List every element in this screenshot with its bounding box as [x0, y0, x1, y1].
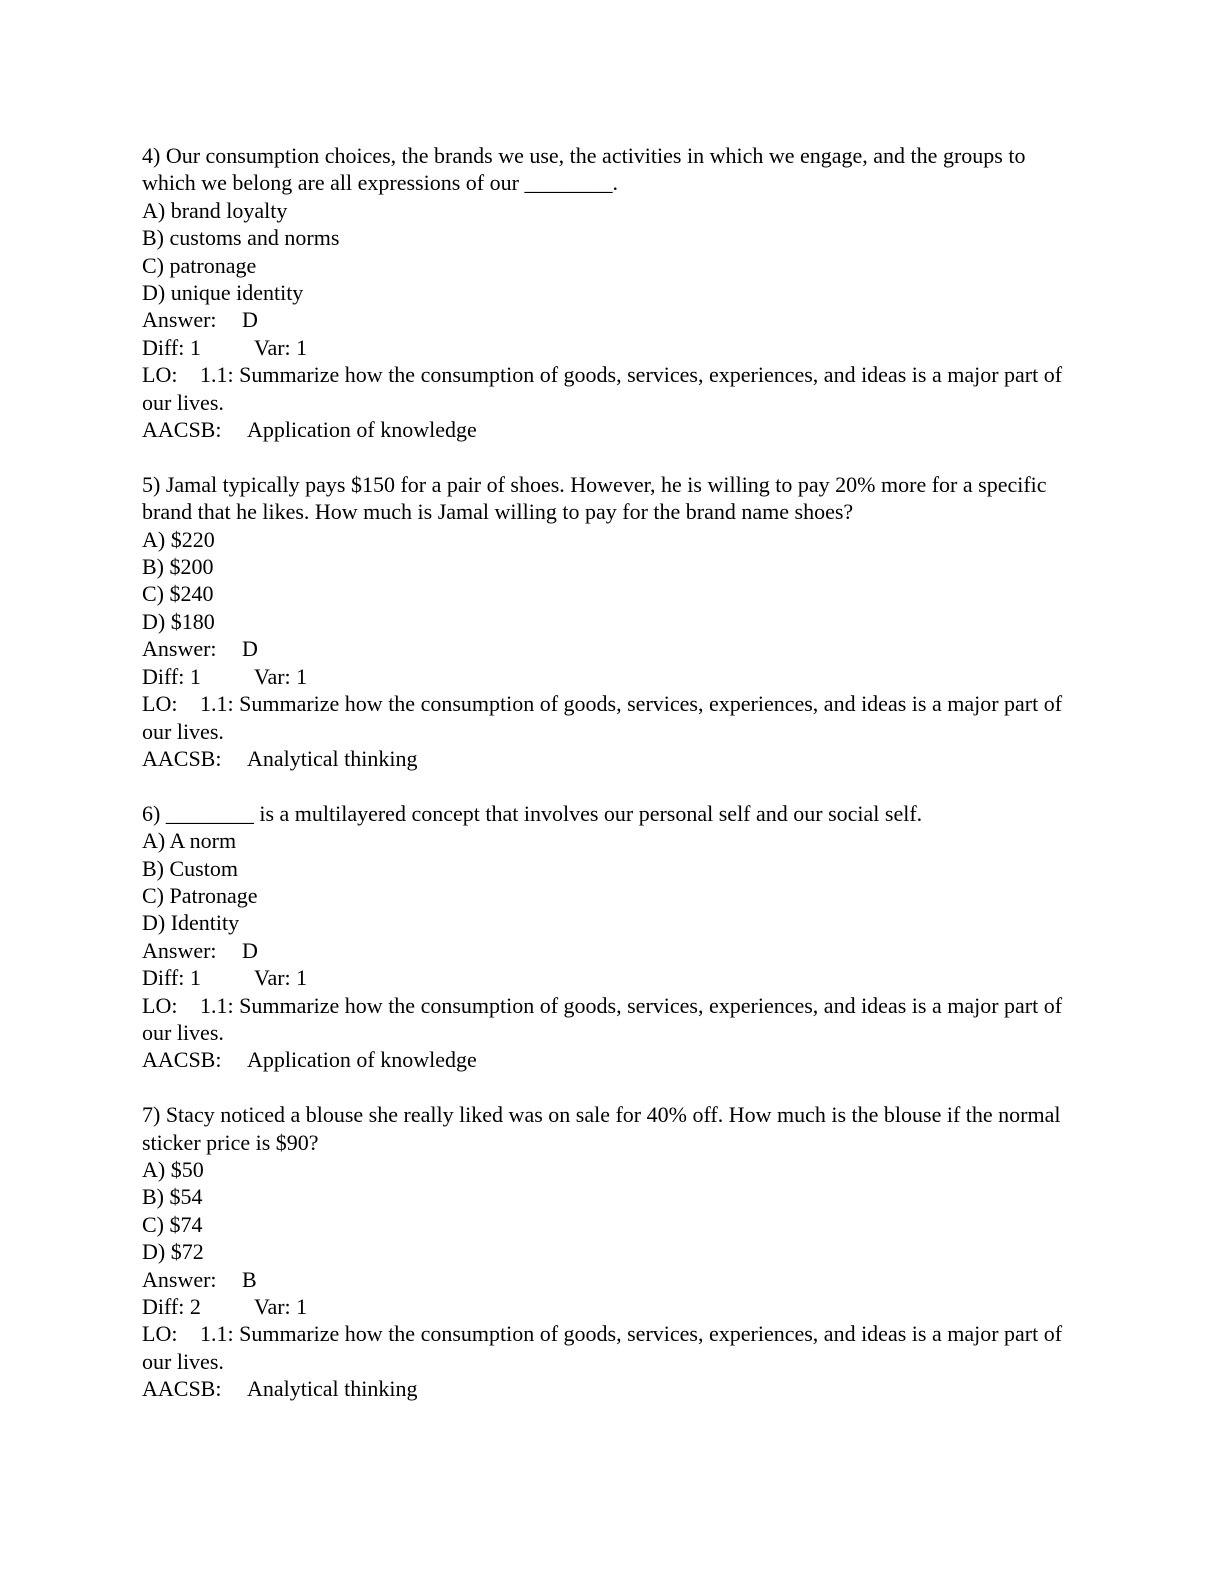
answer-label: Answer:: [142, 307, 217, 333]
lo-label: LO:: [142, 1321, 178, 1347]
option-c: C) Patronage: [142, 882, 258, 908]
question-block: [142, 142, 1082, 443]
aacsb-row: [142, 1375, 1082, 1402]
lo-label: LO:: [142, 992, 178, 1018]
variant-value: Var: 1: [254, 334, 308, 360]
aacsb-value: Analytical thinking: [247, 745, 418, 771]
lo-text: 1.1: Summarize how the consumption of goods, services, experiences, and ideas is a major part of our lives.: [142, 691, 1068, 744]
difficulty-row: [142, 964, 1082, 991]
aacsb-label: AACSB:: [142, 745, 222, 771]
answer-label: Answer:: [142, 636, 217, 662]
answer-row: [142, 635, 1082, 662]
difficulty-row: [142, 663, 1082, 690]
option-a: A) brand loyalty: [142, 197, 288, 223]
variant-value: Var: 1: [254, 965, 308, 991]
learning-objective-row: [142, 361, 1082, 416]
lo-text: 1.1: Summarize how the consumption of goods, services, experiences, and ideas is a major part of our lives.: [142, 362, 1068, 415]
aacsb-label: AACSB:: [142, 1047, 222, 1073]
answer-label: Answer:: [142, 937, 217, 963]
aacsb-value: Application of knowledge: [247, 1047, 477, 1073]
difficulty-value: Diff: 1: [142, 334, 201, 360]
option-d: D) unique identity: [142, 280, 304, 306]
answer-value: D: [242, 307, 258, 333]
question-stem: 6) ________ is a multilayered concept that involves our personal self and our social self.: [142, 800, 923, 826]
question-block: [142, 471, 1082, 772]
option-b: B) Custom: [142, 855, 238, 881]
option-a: A) $220: [142, 526, 215, 552]
question-stem: 5) Jamal typically pays $150 for a pair of shoes. However, he is willing to pay 20% more for a specific brand that he likes. How much is Jamal willing to pay for the brand name shoes?: [142, 471, 1053, 525]
aacsb-value: Application of knowledge: [247, 417, 477, 443]
option-a: A) $50: [142, 1156, 204, 1182]
lo-label: LO:: [142, 362, 178, 388]
answer-label: Answer:: [142, 1266, 217, 1292]
option-a: A) A norm: [142, 828, 237, 854]
answer-row: [142, 1266, 1082, 1293]
answer-row: [142, 937, 1082, 964]
answer-value: B: [242, 1266, 257, 1292]
option-b: B) $54: [142, 1184, 203, 1210]
answer-value: D: [242, 636, 258, 662]
aacsb-value: Analytical thinking: [247, 1376, 418, 1402]
difficulty-row: [142, 334, 1082, 361]
learning-objective-row: [142, 1320, 1082, 1375]
option-b: B) customs and norms: [142, 225, 340, 251]
difficulty-row: [142, 1293, 1082, 1320]
learning-objective-row: [142, 992, 1082, 1047]
lo-text: 1.1: Summarize how the consumption of goods, services, experiences, and ideas is a major part of our lives.: [142, 1321, 1068, 1374]
aacsb-row: [142, 745, 1082, 772]
question-block: [142, 1101, 1082, 1402]
option-c: C) patronage: [142, 252, 257, 278]
question-stem: 4) Our consumption choices, the brands we use, the activities in which we engage, and the groups to which we belong are all expressions of our ________.: [142, 143, 1031, 196]
lo-label: LO:: [142, 691, 178, 717]
aacsb-label: AACSB:: [142, 1376, 222, 1402]
option-d: D) $72: [142, 1239, 204, 1265]
document-page: [142, 142, 1082, 1430]
aacsb-label: AACSB:: [142, 417, 222, 443]
option-d: D) $180: [142, 608, 215, 634]
learning-objective-row: [142, 690, 1082, 745]
variant-value: Var: 1: [254, 1294, 308, 1320]
difficulty-value: Diff: 1: [142, 663, 201, 689]
option-d: D) Identity: [142, 910, 240, 936]
answer-value: D: [242, 937, 258, 963]
difficulty-value: Diff: 2: [142, 1294, 201, 1320]
option-b: B) $200: [142, 554, 214, 580]
option-c: C) $240: [142, 581, 214, 607]
question-stem: 7) Stacy noticed a blouse she really liked was on sale for 40% off. How much is the blouse if the normal sticker price is $90?: [142, 1102, 1066, 1155]
question-block: [142, 800, 1082, 1074]
answer-row: [142, 306, 1082, 333]
option-c: C) $74: [142, 1211, 203, 1237]
lo-text: 1.1: Summarize how the consumption of goods, services, experiences, and ideas is a major part of our lives.: [142, 992, 1068, 1045]
difficulty-value: Diff: 1: [142, 965, 201, 991]
variant-value: Var: 1: [254, 663, 308, 689]
aacsb-row: [142, 1046, 1082, 1073]
aacsb-row: [142, 416, 1082, 443]
